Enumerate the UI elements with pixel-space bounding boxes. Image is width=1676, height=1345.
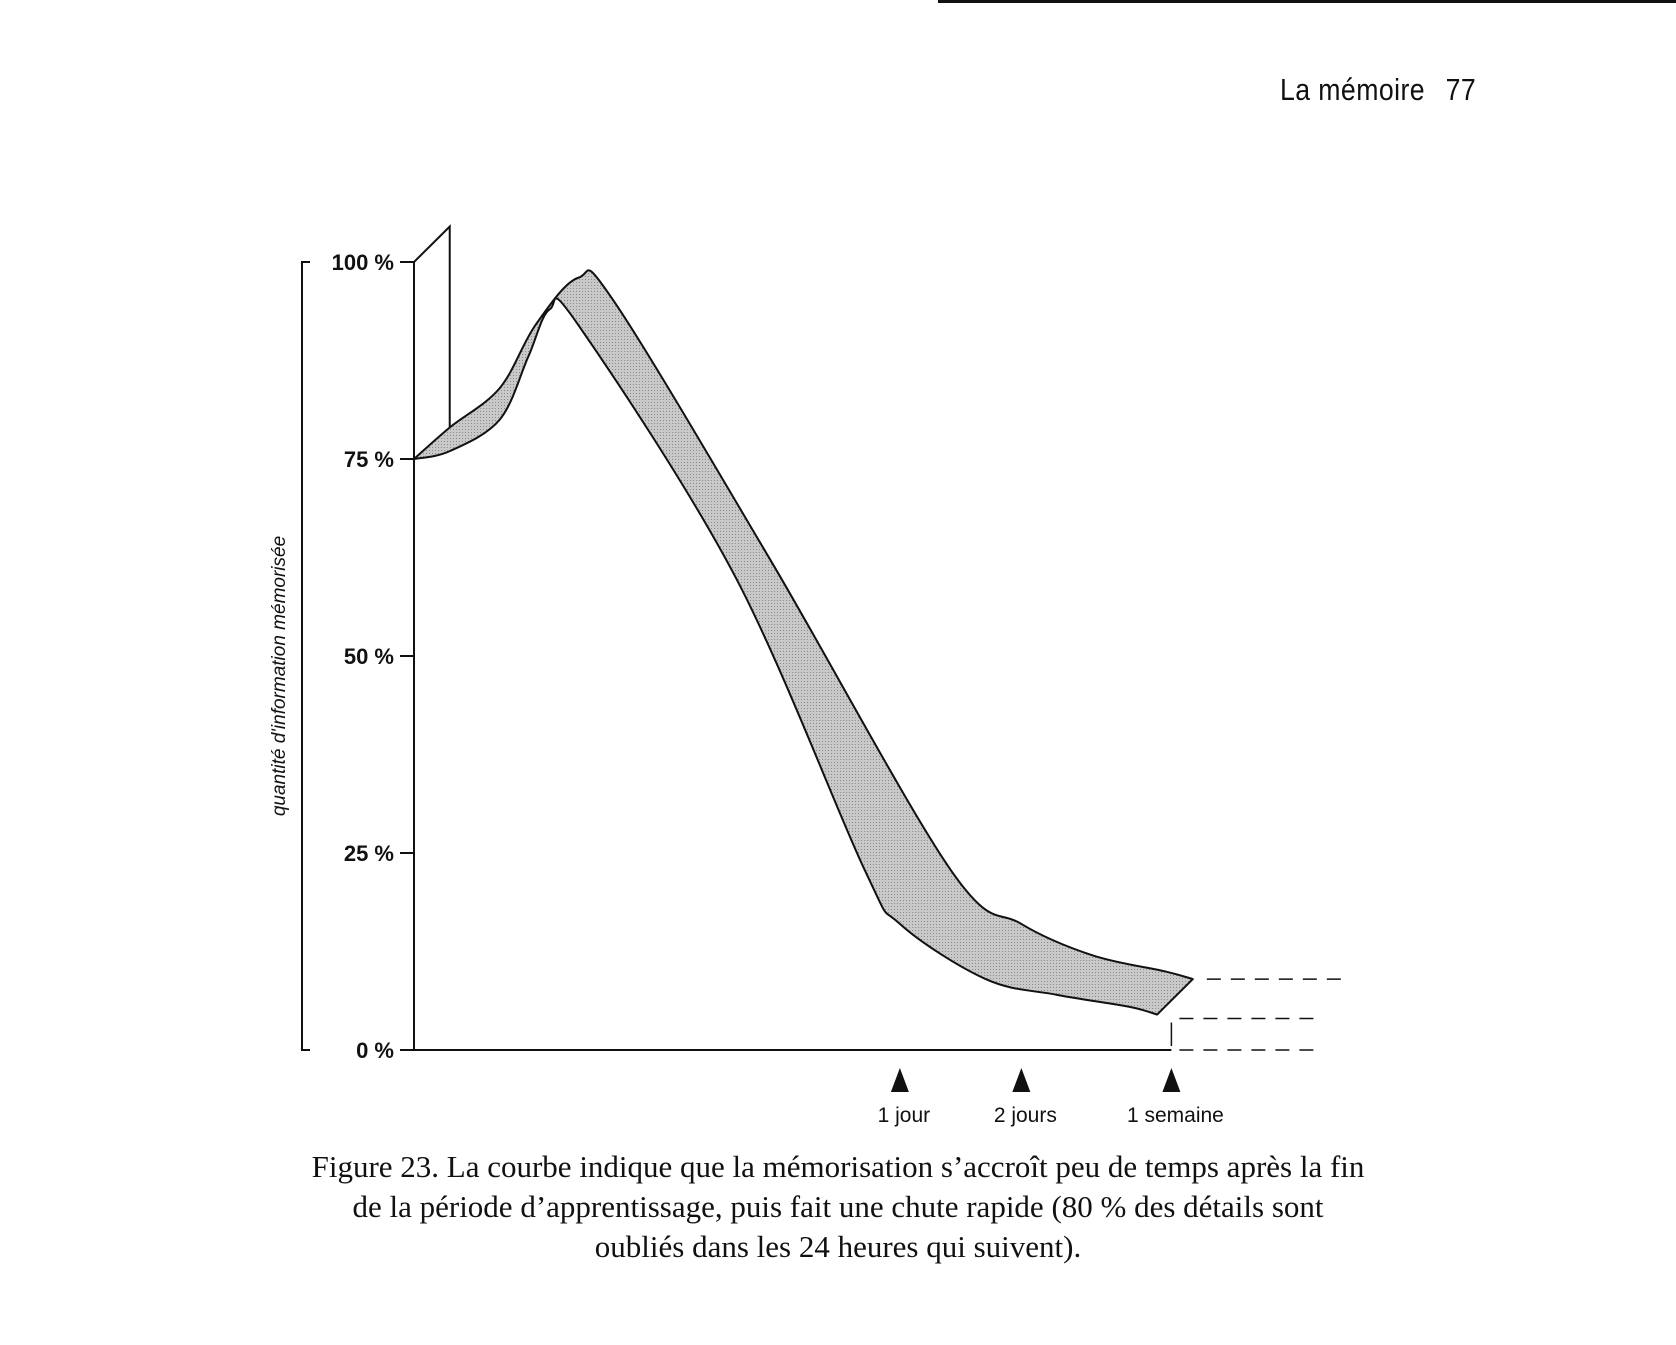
y-tick-label: 25 % bbox=[343, 841, 394, 866]
time-marker-arrow bbox=[1162, 1068, 1180, 1092]
time-markers bbox=[878, 1068, 1224, 1127]
learning-period-box bbox=[414, 227, 450, 459]
y-tick-label: 100 % bbox=[331, 250, 394, 275]
figure-caption bbox=[120, 1147, 1556, 1267]
y-tick-label: 50 % bbox=[343, 644, 394, 669]
time-marker-label: 1 semaine bbox=[1126, 1104, 1224, 1127]
time-marker-arrow bbox=[891, 1068, 909, 1092]
caption-line-2: de la période d’apprentissage, puis fait une chute rapide (80 % des détails sont bbox=[352, 1189, 1324, 1224]
time-marker-label: 1 jour bbox=[877, 1104, 931, 1127]
memory-band bbox=[414, 227, 1345, 1050]
y-tick-label: 75 % bbox=[343, 447, 394, 472]
y-tick-label: 0 % bbox=[356, 1038, 394, 1063]
memory-band-area bbox=[414, 270, 1193, 1014]
time-marker-label: 2 jours bbox=[993, 1104, 1057, 1127]
section-title: La mémoire bbox=[1279, 72, 1425, 107]
y-axis-bracket bbox=[302, 262, 310, 1050]
caption-line-1: Figure 23. La courbe indique que la mémorisation s’accroît peu de temps après la fin bbox=[311, 1149, 1365, 1184]
page-number: 77 bbox=[1445, 72, 1476, 107]
y-axis-label: quantité d'information mémorisée bbox=[269, 535, 290, 817]
time-marker-arrow bbox=[1012, 1068, 1030, 1092]
caption-line-3: oubliés dans les 24 heures qui suivent). bbox=[594, 1229, 1082, 1264]
